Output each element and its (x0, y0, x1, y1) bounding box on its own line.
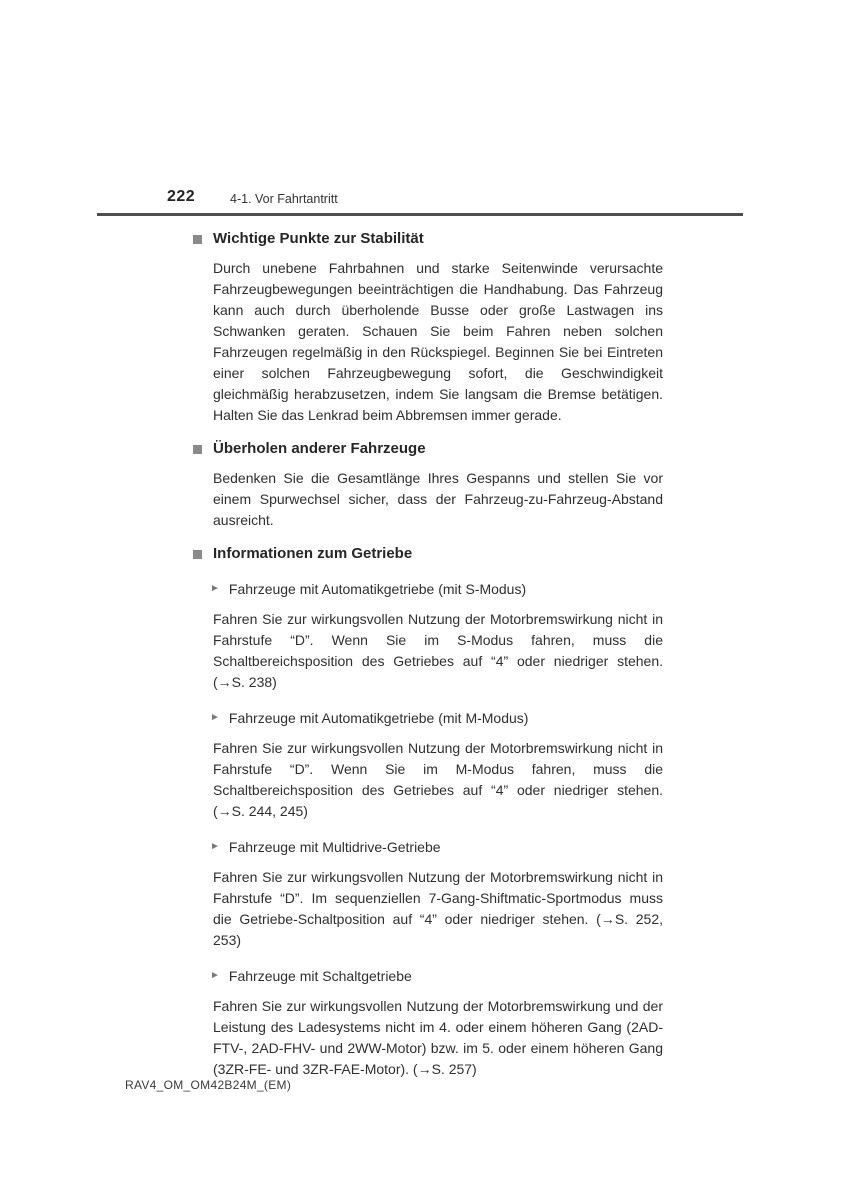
item-label-text: Fahrzeuge mit Automatikgetriebe (mit M-Modus) (228, 710, 529, 726)
section-heading-label: Informationen zum Getriebe (213, 545, 413, 562)
triangle-bullet-icon: ► (210, 712, 220, 723)
item-paragraph: Fahren Sie zur wirkungsvollen Nutzung der Motorbremswirkung nicht in Fahrstufe “D”. Wenn Sie im M-Modus fahren, muss die Schaltbereichsposition des Getriebes auf “4” oder niedriger stehen. (→S. 244, 245) (213, 740, 663, 819)
square-bullet-icon (193, 550, 202, 559)
transmission-item-m-modus (210, 708, 665, 728)
chapter-title: 4-1. Vor Fahrtantritt (230, 192, 338, 206)
section-heading-transmission (193, 544, 665, 564)
triangle-bullet-icon: ► (210, 970, 220, 981)
page-content (193, 216, 665, 1093)
triangle-bullet-icon: ► (210, 841, 220, 852)
section-paragraph: Durch unebene Fahrbahnen und starke Seitenwinde verursachte Fahrzeugbewegungen beeinträchtigen die Handhabung. Das Fahrzeug kann auch durch überholende Busse oder große Lastwagen ins Schwanken geraten. Schauen Sie beim Fahren neben solchen Fahrzeugen regelmäßig in den Rückspiegel. Beginnen Sie bei Eintreten einer solchen Fahrzeugbewegung sofort, die Geschwindigkeit gleichmäßig herabzusetzen, indem Sie langsam die Bremse betätigen. Halten Sie das Lenkrad beim Abbremsen immer gerade. (213, 260, 663, 423)
section-heading-label: Wichtige Punkte zur Stabilität (213, 230, 424, 247)
item-paragraph: Fahren Sie zur wirkungsvollen Nutzung der Motorbremswirkung und der Leistung des Ladesystems nicht im 4. oder einem höheren Gang (2AD-FTV-, 2AD-FHV- und 2WW-Motor) bzw. im 5. oder einem höheren Gang (3ZR-FE- und 3ZR-FAE-Motor). (→S. 257) (213, 998, 663, 1077)
section-heading-stability (193, 229, 665, 249)
section-paragraph: Bedenken Sie die Gesamtlänge Ihres Gespanns und stellen Sie vor einem Spurwechsel sicher, dass der Fahrzeug-zu-Fahrzeug-Abstand ausreicht. (213, 470, 663, 528)
square-bullet-icon (193, 235, 202, 244)
triangle-bullet-icon: ► (210, 583, 220, 594)
square-bullet-icon (193, 445, 202, 454)
page-number: 222 (167, 188, 196, 205)
section-heading-label: Überholen anderer Fahrzeuge (213, 440, 426, 457)
footer-document-code: RAV4_OM_OM42B24M_(EM) (125, 1078, 292, 1092)
transmission-item-multidrive (210, 837, 665, 857)
item-paragraph: Fahren Sie zur wirkungsvollen Nutzung der Motorbremswirkung nicht in Fahrstufe “D”. Im sequenziellen 7-Gang-Shiftmatic-Sportmodus muss die Getriebe-Schaltposition auf “4” oder niedriger stehen. (→S. 252, 253) (213, 869, 663, 948)
item-label-text: Fahrzeuge mit Multidrive-Getriebe (228, 839, 441, 855)
transmission-item-schaltgetriebe (210, 966, 665, 986)
section-heading-overtaking (193, 439, 665, 459)
item-paragraph: Fahren Sie zur wirkungsvollen Nutzung der Motorbremswirkung nicht in Fahrstufe “D”. Wenn Sie im S-Modus fahren, muss die Schaltbereichsposition des Getriebes auf “4” oder niedriger stehen. (→S. 238) (213, 611, 663, 690)
transmission-item-s-modus (210, 579, 665, 599)
item-label-text: Fahrzeuge mit Schaltgetriebe (228, 968, 412, 984)
item-label-text: Fahrzeuge mit Automatikgetriebe (mit S-Modus) (228, 581, 527, 597)
